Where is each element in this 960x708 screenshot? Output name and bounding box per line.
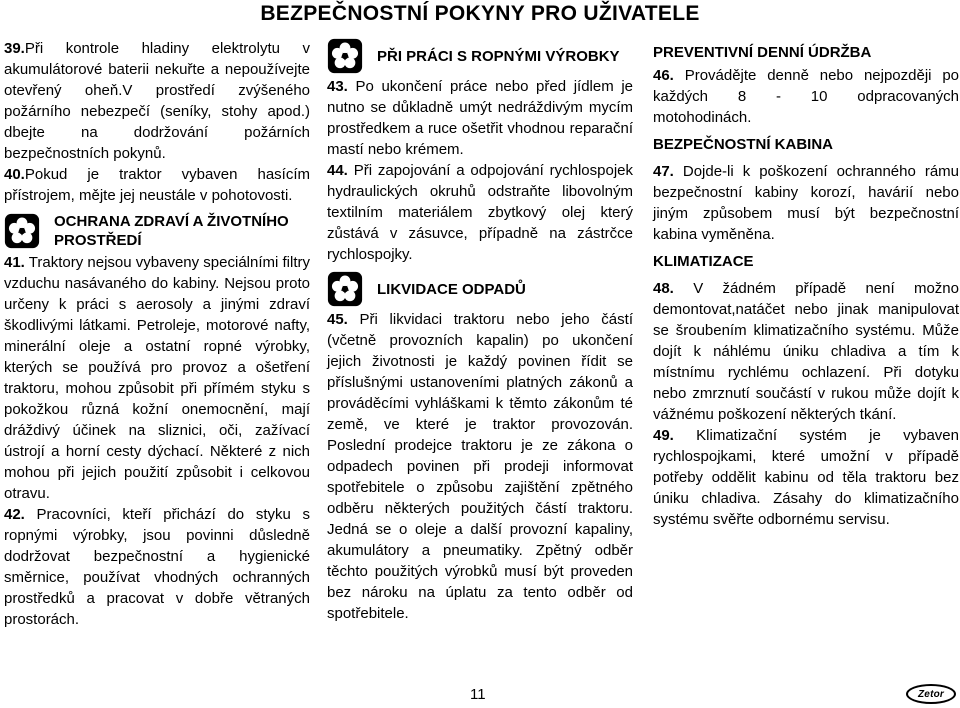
paragraph-45 [327,309,633,624]
column-left [4,38,310,630]
section-heading-text: LIKVIDACE ODPADŮ [377,280,526,298]
logo-text: Zetor [918,688,944,700]
item-text: Při likvidaci traktoru nebo jeho částí (včetně provozních kapalin) po ukončení jejich životnosti je každý povinen řídit se příslušnými ustanoveními platných zákonů a prováděcími vyhláškami k těmto zákonům té země, ve které je traktor provozován. Poslední prodejce traktoru je ze zákona o odpadech povinen při prodeji informovat spotřebitele o způsobu zajištění zpětného odběru některých použitých částí traktoru. Jedná se o oleje a další provozní kapaliny, akumulátory a pneumatiky. Zpětný odběr těchto použitých výrobků musí být proveden bez nároku na úplatu za tento odběr od spotřebitele. [327,311,633,622]
item-text: Po ukončení práce nebo před jídlem je nutno se důkladně umýt nedráždivým mycím prostředkem a ruce ošetřit vhodnou reparační mastí nebo krémem. [327,78,633,158]
paragraph-40 [4,164,310,206]
paragraph-46 [653,65,959,128]
flower-warning-icon [327,271,363,307]
paragraph-44 [327,160,633,265]
item-text: Traktory nejsou vybaveny speciálními filtry vzduchu nasávaného do kabiny. Nejsou proto určeny k práci s aerosoly a jinými zdraví škodlivými látkami. Petroleje, motorové nafty, minerální oleje a ostatní ropné výrobky, kterých se používá pro provoz a ošetření traktoru, mohou způsobit při přímém styku s pokožkou různá kožní onemocnění, mají dráždivý účinek na sliznici, oči, zažívací ústrojí a horní cesty dýchací. Některé z nich mohou při jejich použití způsobit i celkovou otravu. [4,254,310,502]
item-text: Při kontrole hladiny elektrolytu v akumulátorové baterii nekuřte a nepoužívejte otevřený oheň.V prostředí zvýšeného požárního nebezpečí (seníky, stohy apod.) dbejte na dodržování požárních bezpečnostních pokynů. [4,40,310,162]
section-heading-oil [327,38,633,74]
zetor-logo [906,684,956,704]
item-number: 48. [653,280,674,297]
item-text: Provádějte denně nebo nejpozději po každých 8 - 10 odpracovaných motohodinách. [653,67,959,126]
section-heading-text: OCHRANA ZDRAVÍ A ŽIVOTNÍHO PROSTŘEDÍ [54,213,289,249]
item-number: 49. [653,427,674,444]
item-number: 46. [653,67,674,84]
item-number: 45. [327,311,348,328]
section-heading-maintenance: PREVENTIVNÍ DENNÍ ÚDRŽBA [653,44,872,61]
item-number: 47. [653,163,674,180]
section-heading-health [4,212,310,250]
section-heading-ac: KLIMATIZACE [653,253,754,270]
paragraph-47 [653,161,959,245]
column-right [653,38,959,530]
item-number: 44. [327,162,348,179]
page-title: BEZPEČNOSTNÍ POKYNY PRO UŽIVATELE [260,2,700,25]
paragraph-49 [653,425,959,530]
section-heading-waste [327,271,633,307]
section-heading-text: PŘI PRÁCI S ROPNÝMI VÝROBKY [377,47,620,65]
paragraph-48 [653,278,959,425]
paragraph-41 [4,252,310,504]
paragraph-42 [4,504,310,630]
item-number: 43. [327,78,348,95]
item-text: Při zapojování a odpojování rychlospojek hydraulických okruhů odstraňte libovolným textilním materiálem zbytkový olej který zůstává v zásuvce, případně na zástrčce rychlospojky. [327,162,633,263]
page-number: 11 [470,686,486,703]
item-number: 39. [4,40,25,57]
section-heading-cab: BEZPEČNOSTNÍ KABINA [653,136,834,153]
item-text: V žádném případě není možno demontovat,natáčet nebo jinak manipulovat se šroubením klimatizačního systému. Může dojít k náhlému úniku chladiva a tím k místnímu rychlému ochlazení. Při dotyku nebo zmrznutí součástí v rukou může dojít k vážnému poškození některých tkání. [653,280,959,423]
item-text: Pracovníci, kteří přichází do styku s ropnými výrobky, jsou povinni důsledně dodržovat bezpečnostní a hygienické směrnice, používat vhodných ochranných prostředků a pracovat v dobře větraných prostorách. [4,506,311,628]
paragraph-39 [4,38,310,164]
flower-warning-icon [327,38,363,74]
paragraph-43 [327,76,633,160]
item-number: 42. [4,506,25,523]
column-middle [327,38,633,624]
item-text: Klimatizační systém je vybaven rychlospojkami, které umožní v případě potřeby oddělit kabinu od těla traktoru bez úniku chladiva. Zásahy do klimatizačního systému svěřte odbornému servisu. [653,427,959,528]
item-number: 40. [4,166,25,183]
item-text: Pokud je traktor vybaven hasícím přístrojem, mějte jej neustále v pohotovosti. [4,166,310,204]
item-number: 41. [4,254,25,271]
item-text: Dojde-li k poškození ochranného rámu bezpečnostní kabiny korozí, havárií nebo jiným způsobem musí být bezpečnostní kabina vyměněna. [653,163,959,243]
flower-warning-icon [4,213,40,249]
